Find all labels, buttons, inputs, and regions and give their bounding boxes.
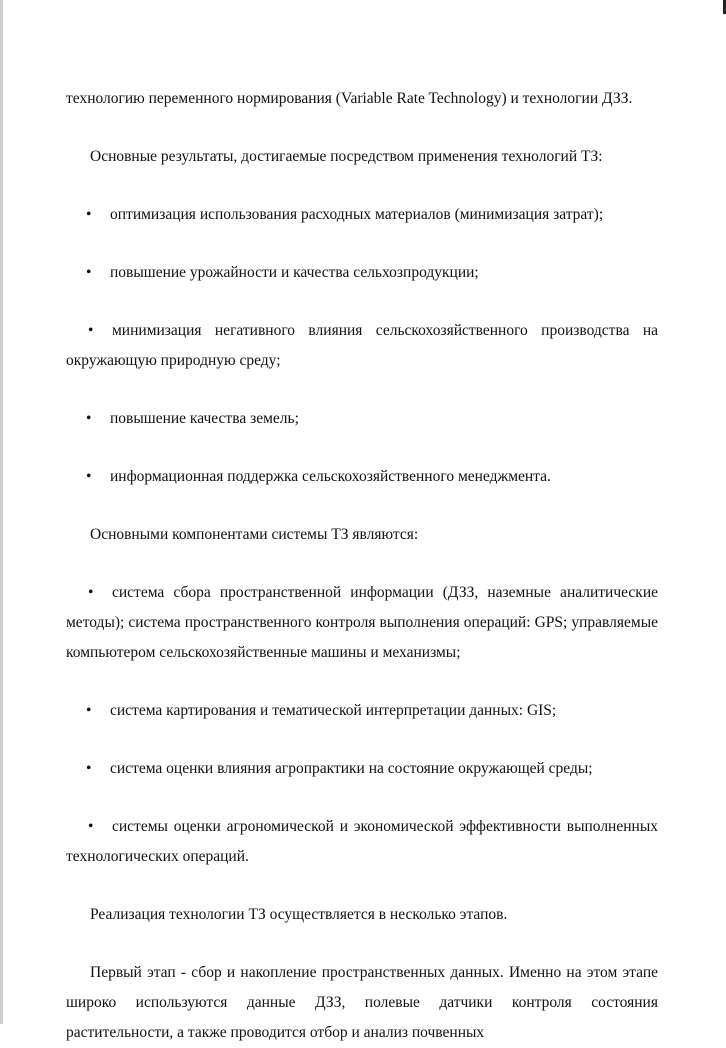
page-body <box>66 84 658 1048</box>
list-item-text: минимизация негативного влияния сельскохозяйственного производства на окружающую природную среду; <box>66 322 658 369</box>
list-item-component-1 <box>66 578 658 668</box>
bullet-icon: • <box>88 818 94 835</box>
paragraph-first-stage: Первый этап - сбор и накопление пространственных данных. Именно на этом этапе широко используются данные ДЗЗ, полевые датчики контроля состояния растительности, а также проводится отбор и анализ почвенных <box>66 964 658 1041</box>
list-item-result-2 <box>66 258 658 288</box>
list-item-text: система оценки влияния агропрактики на состояние окружающей среды; <box>110 760 593 777</box>
list-item-result-3 <box>66 316 658 376</box>
list-item-result-1 <box>66 200 658 230</box>
bullet-icon: • <box>86 410 92 427</box>
bullet-icon: • <box>86 760 92 777</box>
list-item-text: информационная поддержка сельскохозяйственного менеджмента. <box>110 468 551 485</box>
paragraph-stages: Реализация технологии ТЗ осуществляется в несколько этапов. <box>90 906 508 923</box>
list-item-text: система картирования и тематической интерпретации данных: GIS; <box>110 702 557 719</box>
list-item-text: повышение качества земель; <box>110 410 299 427</box>
bullet-icon: • <box>86 468 92 485</box>
list-item-text: оптимизация использования расходных материалов (минимизация затрат); <box>110 206 604 223</box>
bullet-icon: • <box>88 584 94 601</box>
bullet-icon: • <box>88 322 94 339</box>
list-item-component-3 <box>66 754 658 784</box>
paragraph-intro: технологию переменного нормирования (Variable Rate Technology) и технологии ДЗЗ. <box>66 90 633 107</box>
bullet-icon: • <box>86 206 92 223</box>
list-item-text: система сбора пространственной информации (ДЗЗ, наземные аналитические методы); система пространственного контроля выполнения операций: GPS; управляемые компьютером сельскохозяйственные машины и механизмы; <box>66 584 658 661</box>
scan-edge <box>0 0 3 1024</box>
list-item-text: повышение урожайности и качества сельхозпродукции; <box>110 264 479 281</box>
paragraph-results-heading: Основные результаты, достигаемые посредством применения технологий ТЗ: <box>90 148 603 165</box>
list-item-component-2 <box>66 696 658 726</box>
list-item-text: системы оценки агрономической и экономической эффективности выполненных технологических операций. <box>66 818 658 865</box>
bullet-icon: • <box>86 264 92 281</box>
list-item-result-5 <box>66 462 658 492</box>
bullet-icon: • <box>86 702 92 719</box>
paragraph-components-heading: Основными компонентами системы ТЗ являются: <box>90 526 419 543</box>
list-item-result-4 <box>66 404 658 434</box>
list-item-component-4 <box>66 812 658 872</box>
